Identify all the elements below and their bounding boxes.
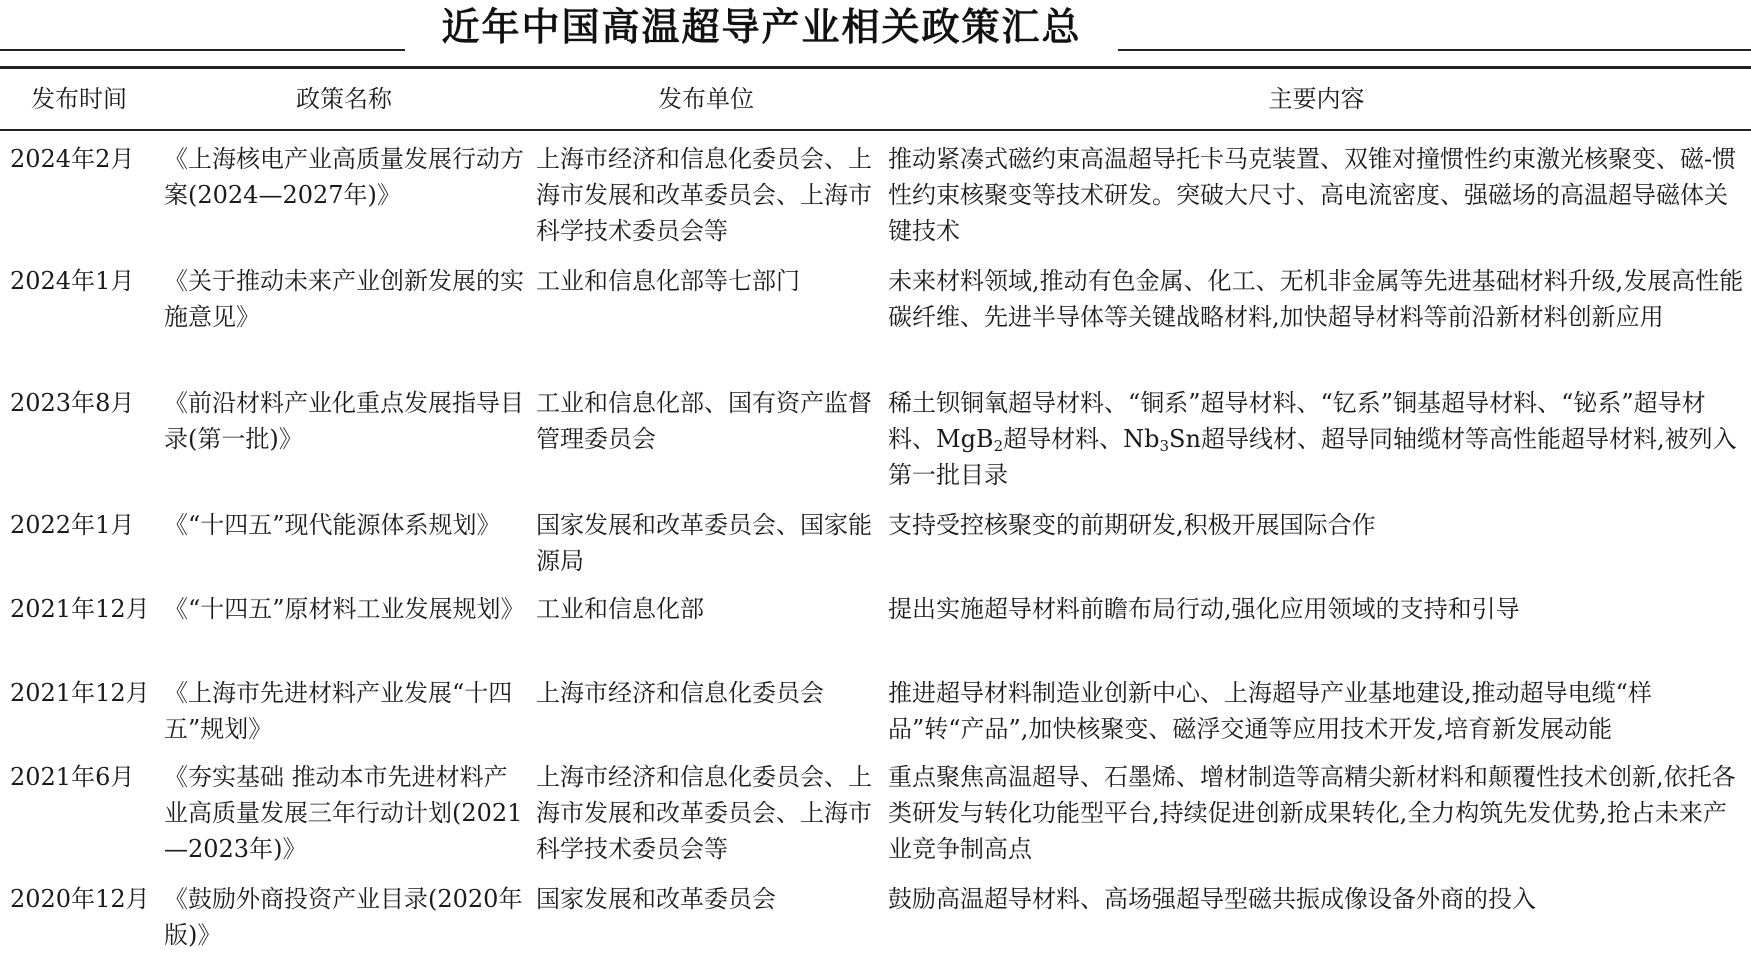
table-row xyxy=(0,253,1751,375)
row-content-part: 稀土钡铜氧超导材料、“铜系”超导材料、“钇系”铜基超导材料、“铋系”超导材料、MgB xyxy=(888,389,1706,453)
table-row xyxy=(0,581,1751,665)
row-date: 2022年1月 xyxy=(10,511,135,539)
title-rule-right xyxy=(1118,49,1751,51)
row-policy-name: 《“十四五”原材料工业发展规划》 xyxy=(164,595,525,623)
row-date: 2024年1月 xyxy=(10,267,135,295)
row-content: 提出实施超导材料前瞻布局行动,强化应用领域的支持和引导 xyxy=(888,595,1520,623)
row-date: 2020年12月 xyxy=(10,885,150,913)
subscript-2: 2 xyxy=(993,437,1004,455)
row-publisher: 国家发展和改革委员会 xyxy=(536,885,776,913)
row-policy-name: 《鼓励外商投资产业目录(2020年版)》 xyxy=(164,885,523,949)
row-date: 2021年6月 xyxy=(10,763,135,791)
row-date: 2023年8月 xyxy=(10,389,135,417)
table-row xyxy=(0,665,1751,749)
table-row xyxy=(0,749,1751,871)
policy-table xyxy=(0,66,1751,955)
row-policy-name: 《上海核电产业高质量发展行动方案(2024—2027年)》 xyxy=(164,145,524,209)
row-content-part: Sn超导线材、超导同轴缆材等高性能超导材料,被列入第一批目录 xyxy=(888,425,1737,489)
policy-table-wrap xyxy=(0,66,1751,955)
row-date: 2021年12月 xyxy=(10,595,150,623)
row-policy-name: 《上海市先进材料产业发展“十四五”规划》 xyxy=(164,679,513,743)
title-rule-left xyxy=(0,49,405,51)
table-row xyxy=(0,130,1751,253)
page-title: 近年中国高温超导产业相关政策汇总 xyxy=(441,4,1082,49)
table-row xyxy=(0,375,1751,497)
header-date: 发布时间 xyxy=(31,85,127,113)
row-publisher: 上海市经济和信息化委员会 xyxy=(536,679,824,707)
row-publisher: 工业和信息化部 xyxy=(536,595,704,623)
row-content-part: 超导材料、Nb xyxy=(1003,425,1160,453)
header-org: 发布单位 xyxy=(658,85,754,113)
row-policy-name: 《“十四五”现代能源体系规划》 xyxy=(164,511,501,539)
header-name: 政策名称 xyxy=(296,85,392,113)
row-date: 2021年12月 xyxy=(10,679,150,707)
row-publisher: 工业和信息化部、国有资产监督管理委员会 xyxy=(536,389,872,453)
subscript-3: 3 xyxy=(1159,437,1170,455)
row-policy-name: 《前沿材料产业化重点发展指导目录(第一批)》 xyxy=(164,389,524,453)
row-content: 鼓励高温超导材料、高场强超导型磁共振成像设备外商的投入 xyxy=(888,885,1536,913)
row-publisher: 上海市经济和信息化委员会、上海市发展和改革委员会、上海市科学技术委员会等 xyxy=(536,763,872,863)
row-content: 推进超导材料制造业创新中心、上海超导产业基地建设,推动超导电缆“样品”转“产品”,加快核聚变、磁浮交通等应用技术开发,培育新发展动能 xyxy=(888,679,1652,743)
table-row xyxy=(0,497,1751,581)
row-publisher: 国家发展和改革委员会、国家能源局 xyxy=(536,511,872,575)
row-content: 重点聚焦高温超导、石墨烯、增材制造等高精尖新材料和颠覆性技术创新,依托各类研发与转化功能型平台,持续促进创新成果转化,全力构筑先发优势,抢占未来产业竞争制高点 xyxy=(888,763,1736,863)
title-row xyxy=(0,0,1751,62)
row-content: 支持受控核聚变的前期研发,积极开展国际合作 xyxy=(888,511,1376,539)
header-content: 主要内容 xyxy=(1268,85,1365,113)
row-policy-name: 《夯实基础 推动本市先进材料产业高质量发展三年行动计划(2021—2023年)》 xyxy=(164,763,523,863)
row-content: 未来材料领域,推动有色金属、化工、无机非金属等先进基础材料升级,发展高性能碳纤维、先进半导体等关键战略材料,加快超导材料等前沿新材料创新应用 xyxy=(888,267,1744,331)
row-publisher: 工业和信息化部等七部门 xyxy=(536,267,800,295)
row-content xyxy=(882,375,1751,497)
row-content: 推动紧凑式磁约束高温超导托卡马克装置、双锥对撞惯性约束激光核聚变、磁-惯性约束核聚变等技术研发。突破大尺寸、高电流密度、强磁场的高温超导磁体关键技术 xyxy=(888,145,1737,245)
row-publisher: 上海市经济和信息化委员会、上海市发展和改革委员会、上海市科学技术委员会等 xyxy=(536,145,872,245)
row-policy-name: 《关于推动未来产业创新发展的实施意见》 xyxy=(164,267,524,331)
row-date: 2024年2月 xyxy=(10,145,135,173)
table-row xyxy=(0,871,1751,955)
table-header-row xyxy=(0,68,1751,131)
